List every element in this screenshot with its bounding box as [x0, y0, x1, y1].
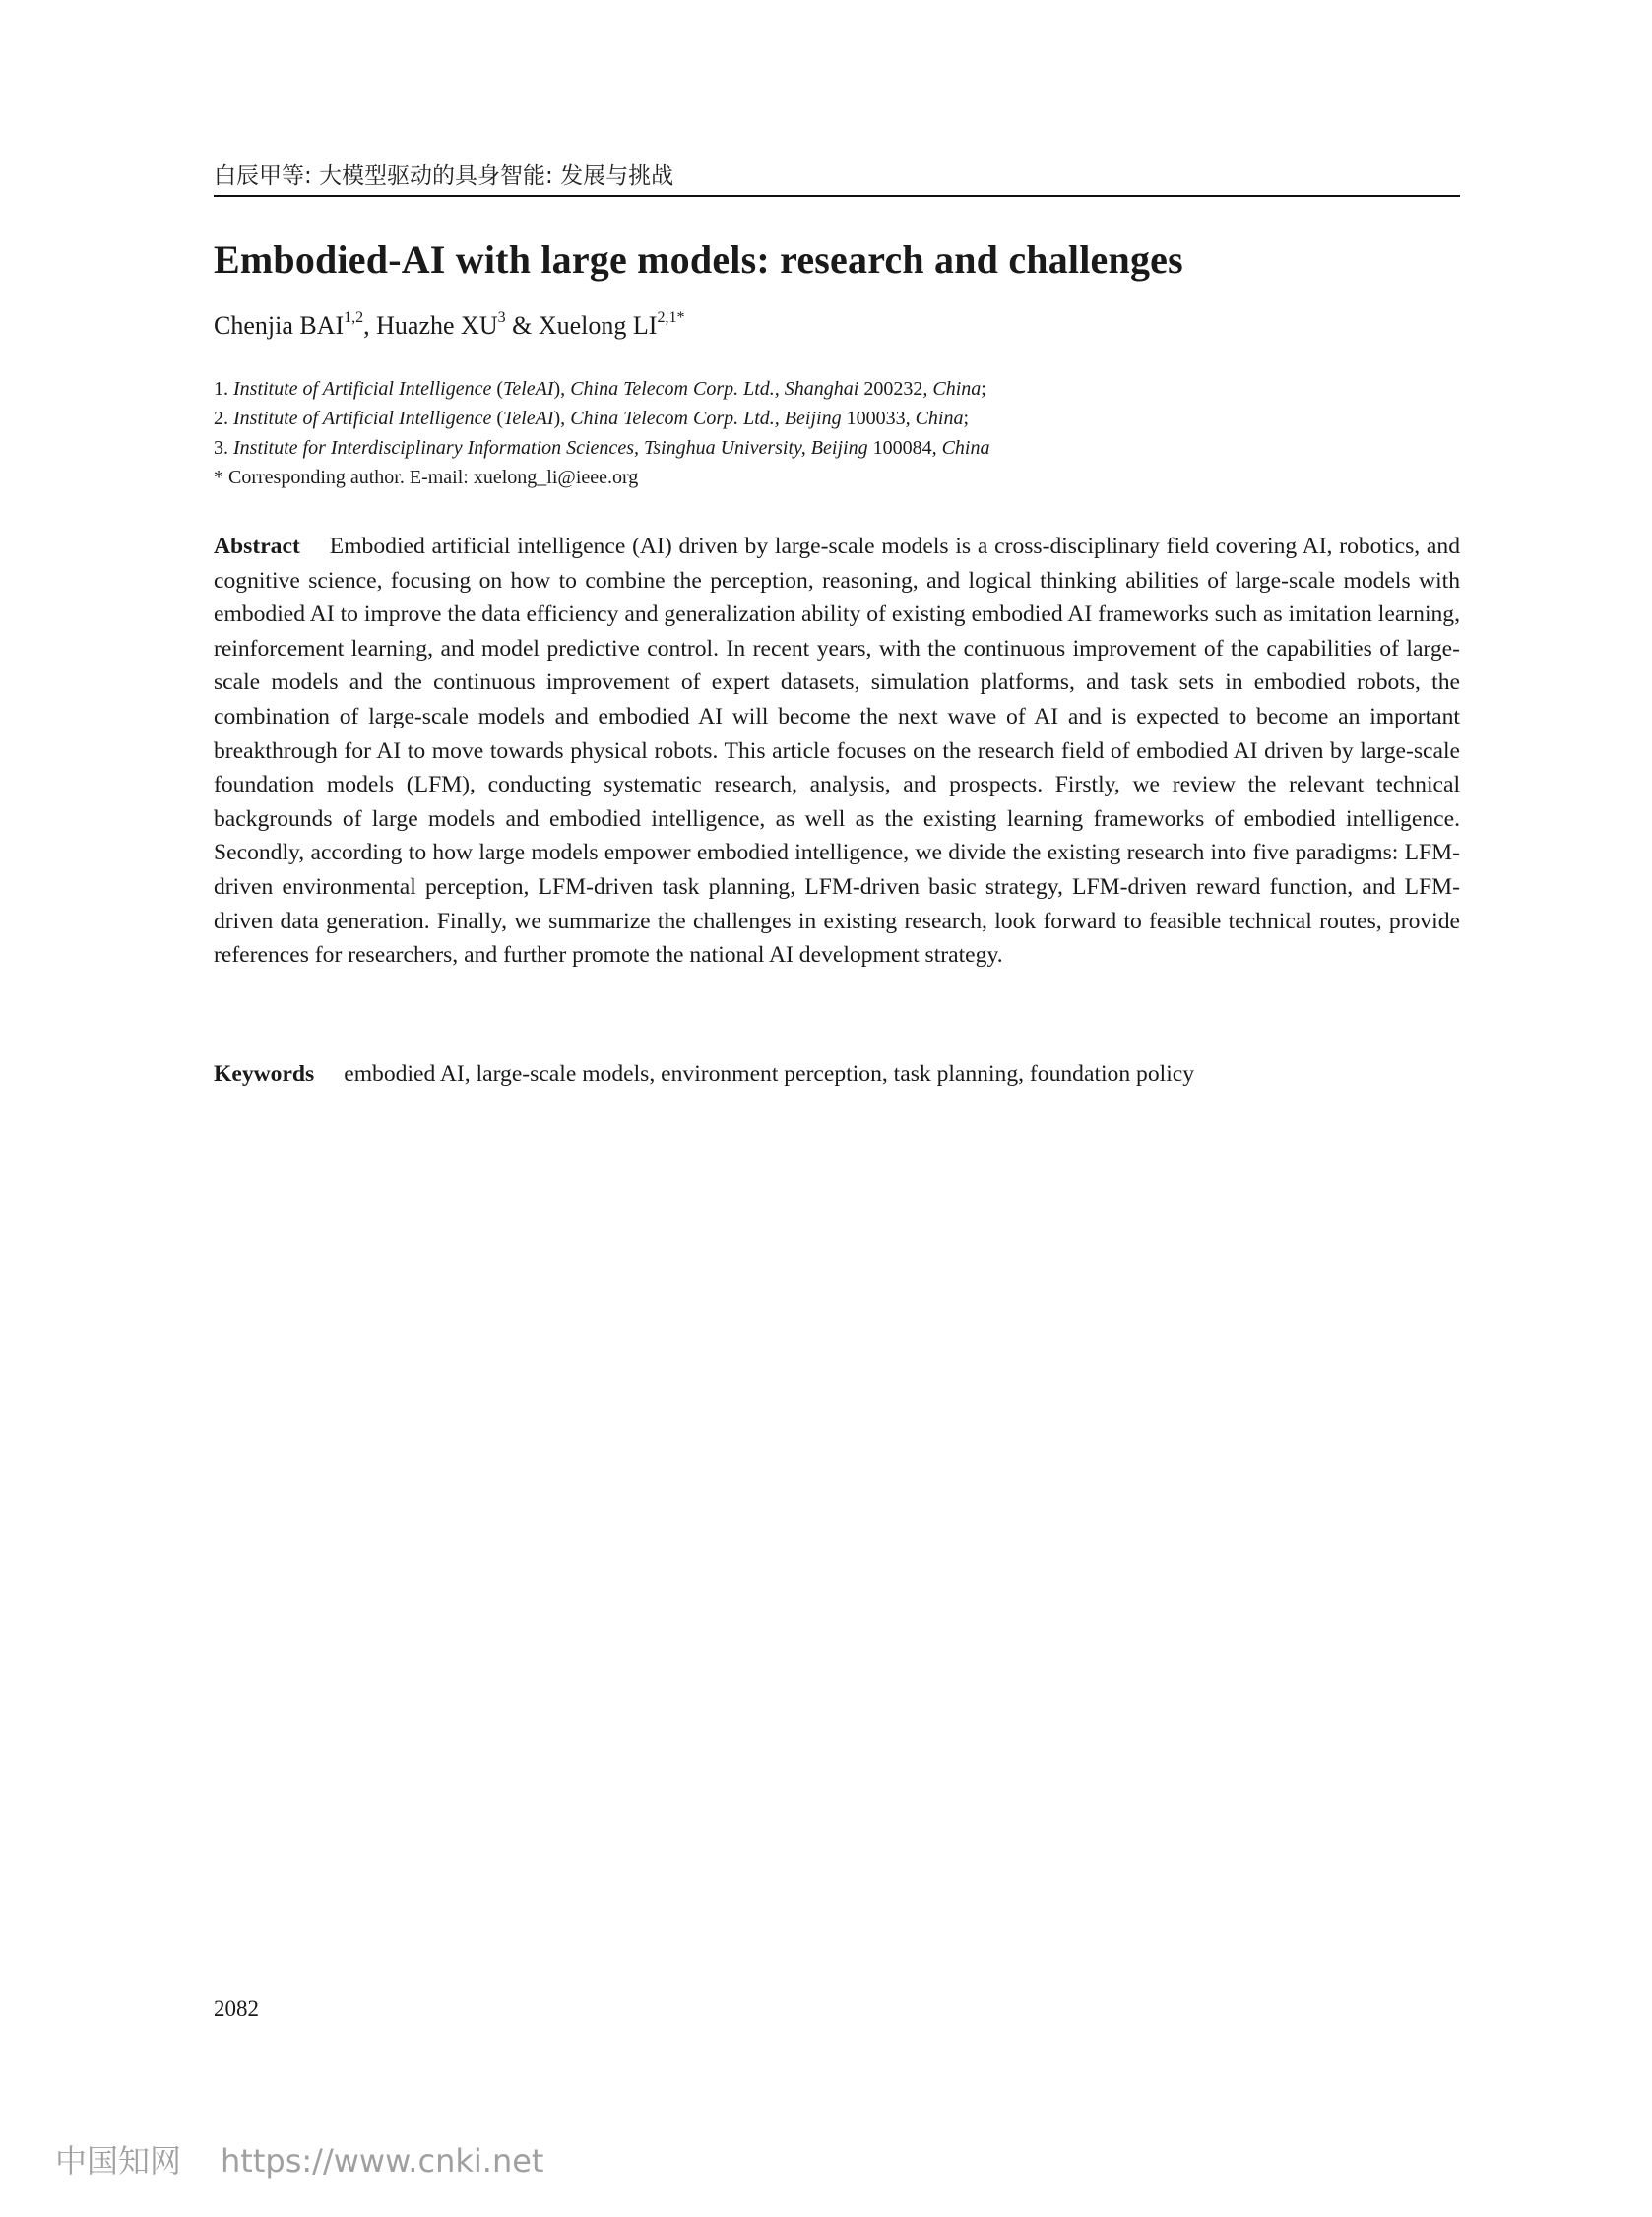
affiliation-abbr: TeleAI [503, 378, 554, 400]
affiliation-paren: ), [553, 378, 571, 400]
abstract-text: Embodied artificial intelligence (AI) driven by large-scale models is a cross-disciplinary field covering AI, robotics, and cognitive science, focusing on how to combine the perception, reasoning, and logical thinking abilities of large-scale models with embodied AI to improve the data efficiency and generalization ability of existing embodied AI frameworks such as imitation learning, reinforcement learning, and model predictive control. In recent years, with the continuous improvement of the capabilities of large-scale models and the continuous improvement of expert datasets, simulation platforms, and task sets in embodied robots, the combination of large-scale models and embodied AI will become the next wave of AI and is expected to become an important breakthrough for AI to move towards physical robots. This article focuses on the research field of embodied AI driven by large-scale foundation models (LFM), conducting systematic research, analysis, and prospects. Firstly, we review the relevant technical backgrounds of large models and embodied intelligence, as well as the existing learning frameworks of embodied intelligence. Secondly, according to how large models empower embodied intelligence, we divide the existing research into five paradigms: LFM-driven environmental perception, LFM-driven task planning, LFM-driven basic strategy, LFM-driven reward function, and LFM-driven data generation. Finally, we summarize the challenges in existing research, look forward to feasible technical routes, provide references for researchers, and further promote the national AI development strategy. [214, 534, 1460, 969]
page-number: 2082 [214, 1996, 259, 2021]
affiliation-institute: Institute of Artificial Intelligence [233, 408, 492, 429]
affiliation-org: China Telecom Corp. Ltd., Shanghai [570, 378, 859, 400]
running-head: 白辰甲等: 大模型驱动的具身智能: 发展与挑战 [214, 163, 674, 189]
watermark-url: https://www.cnki.net [221, 2142, 544, 2180]
author-name: Huazhe XU [376, 311, 498, 340]
affiliation-org: China Telecom Corp. Ltd., Beijing [570, 408, 842, 429]
affiliation-country: , China [931, 437, 990, 459]
affiliation-institute: Institute for Interdisciplinary Information Sciences, Tsinghua University, Beijing [233, 437, 868, 459]
affiliation-number: 2. [214, 408, 233, 429]
affiliation-end: ; [963, 408, 970, 429]
affiliation-country: , China [905, 408, 964, 429]
author-affil-mark: 1,2 [344, 309, 364, 326]
header-rule [214, 195, 1460, 197]
affiliation-institute: Institute of Artificial Intelligence [233, 378, 492, 400]
affiliation-item [214, 404, 1460, 433]
keywords [214, 1057, 1460, 1091]
author-separator: & [505, 311, 539, 340]
keywords-text: embodied AI, large-scale models, environment perception, task planning, foundation policy [344, 1061, 1195, 1087]
paper-title: Embodied-AI with large models: research and challenges [214, 237, 1183, 282]
author-name: Xuelong LI [538, 311, 658, 340]
watermark-logo-text: 中国知网 [55, 2142, 182, 2180]
affiliation-number: 1. [214, 378, 233, 400]
affiliation-paren: ), [553, 408, 571, 429]
affiliation-country: , China [922, 378, 982, 400]
affiliation-abbr: TeleAI [503, 408, 554, 429]
abstract-label: Abstract [214, 534, 300, 559]
affiliation-postcode: 100084 [867, 437, 932, 459]
author-name: Chenjia BAI [214, 311, 345, 340]
author-affil-mark: 3 [497, 309, 506, 326]
keywords-label: Keywords [214, 1061, 315, 1087]
affiliation-paren: ( [491, 378, 504, 400]
author-separator: , [363, 311, 377, 340]
affiliation-paren: ( [491, 408, 504, 429]
affiliation-postcode: 100033 [841, 408, 906, 429]
affiliation-item [214, 433, 1460, 463]
author-list [214, 311, 684, 341]
author-affil-mark: 2,1* [657, 309, 685, 326]
affiliation-item [214, 374, 1460, 404]
cnki-watermark [55, 2136, 543, 2182]
affiliation-number: 3. [214, 437, 233, 459]
affiliation-end: ; [981, 378, 986, 400]
abstract [214, 530, 1460, 973]
affiliation-postcode: 200232 [858, 378, 923, 400]
corresponding-author: * Corresponding author. E-mail: xuelong_li@ieee.org [214, 467, 639, 488]
affiliation-list [214, 374, 1460, 492]
